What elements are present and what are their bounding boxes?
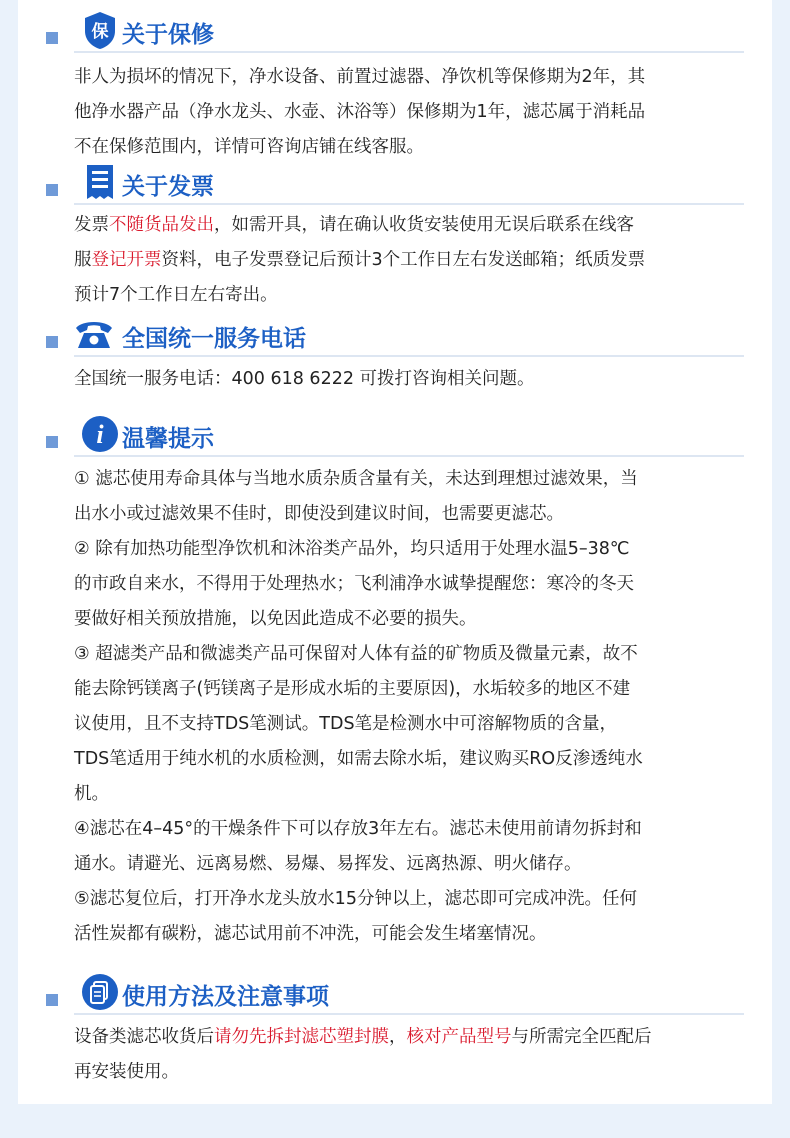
hotline-text — [74, 362, 754, 397]
section-divider — [74, 51, 744, 53]
text-line: 服登记开票资料，电子发票登记后预计3个工作日左右发送邮箱；纸质发票 — [74, 250, 646, 270]
highlight-text: 请勿先拆封滤芯塑封膜 — [214, 1027, 389, 1047]
section-title: 使用方法及注意事项 — [122, 984, 329, 1010]
section-title: 全国统一服务电话 — [122, 326, 306, 352]
warranty-header — [18, 4, 772, 52]
text-line: 发票不随货品发出，如需开具，请在确认收货安装使用无误后联系在线客 — [74, 215, 634, 235]
text-line: 非人为损坏的情况下，净水设备、前置过滤器、净饮机等保修期为2年，其 — [74, 67, 646, 87]
text-line: 的市政自来水，不得用于处理热水；飞利浦净水诚挚提醒您：寒冷的冬天 — [74, 574, 634, 594]
text-line: 不在保修范围内，详情可咨询店铺在线客服。 — [74, 137, 424, 157]
text-line: ② 除有加热功能型净饮机和沐浴类产品外，均只适用于处理水温5–38℃ — [74, 539, 630, 559]
text-line: 要做好相关预放措施，以免因此造成不必要的损失。 — [74, 609, 477, 629]
document-icon — [80, 972, 120, 1012]
content-card — [18, 0, 772, 1104]
section-title: 关于保修 — [122, 22, 214, 48]
invoice-section — [18, 156, 772, 305]
hotline-header — [18, 308, 772, 356]
svg-text:保: 保 — [91, 22, 109, 42]
receipt-icon — [80, 162, 120, 202]
section-title: 关于发票 — [122, 174, 214, 200]
text-line: ⑤滤芯复位后，打开净水龙头放水15分钟以上，滤芯即可完成冲洗。任何 — [74, 889, 637, 909]
highlight-text: 核对产品型号 — [406, 1027, 512, 1047]
text-line: 全国统一服务电话：400 618 6222 可拨打咨询相关问题。 — [74, 369, 535, 389]
section-divider — [74, 1013, 744, 1015]
text-line: 能去除钙镁离子(钙镁离子是形成水垢的主要原因)，水垢较多的地区不建 — [74, 679, 631, 699]
section-bullet — [46, 184, 58, 196]
section-divider — [74, 355, 744, 357]
text-line: TDS笔适用于纯水机的水质检测，如需去除水垢，建议购买RO反渗透纯水 — [74, 749, 643, 769]
usage-text — [74, 1020, 754, 1090]
section-bullet — [46, 32, 58, 44]
section-bullet — [46, 436, 58, 448]
tips-text — [74, 462, 754, 952]
section-divider — [74, 203, 744, 205]
warranty-text — [74, 60, 754, 165]
text-line: 机。 — [74, 784, 109, 804]
usage-header — [18, 966, 772, 1014]
warranty-section — [18, 4, 772, 157]
text-line: 预计7个工作日左右寄出。 — [74, 285, 278, 305]
tips-header — [18, 408, 772, 456]
invoice-text — [74, 208, 754, 313]
text-line: 出水小或过滤效果不佳时，即使没到建议时间，也需要更滤芯。 — [74, 504, 564, 524]
section-title: 温馨提示 — [122, 426, 214, 452]
text-line: 再安装使用。 — [74, 1062, 179, 1082]
text-line: 通水。请避光、远离易燃、易爆、易挥发、远离热源、明火储存。 — [74, 854, 582, 874]
section-divider — [74, 455, 744, 457]
usage-section — [18, 966, 772, 1082]
text-line: 活性炭都有碳粉，滤芯试用前不冲洗，可能会发生堵塞情况。 — [74, 924, 547, 944]
info-icon — [80, 414, 120, 454]
text-line: 他净水器产品（净水龙头、水壶、沐浴等）保修期为1年，滤芯属于消耗品 — [74, 102, 646, 122]
tips-section — [18, 408, 772, 944]
section-bullet — [46, 994, 58, 1006]
telephone-icon — [68, 314, 120, 354]
section-bullet — [46, 336, 58, 348]
shield-badge-icon — [80, 10, 120, 50]
svg-text:i: i — [96, 420, 104, 449]
highlight-text: 不随货品发出 — [109, 215, 214, 235]
text-line: ③ 超滤类产品和微滤类产品可保留对人体有益的矿物质及微量元素，故不 — [74, 644, 638, 664]
text-line: ④滤芯在4–45°的干燥条件下可以存放3年左右。滤芯未使用前请勿拆封和 — [74, 819, 642, 839]
highlight-text: 登记开票 — [91, 250, 162, 270]
text-line: ① 滤芯使用寿命具体与当地水质杂质含量有关，未达到理想过滤效果，当 — [74, 469, 638, 489]
text-line: 议使用，且不支持TDS笔测试。TDS笔是检测水中可溶解物质的含量， — [74, 714, 618, 734]
text-line: 设备类滤芯收货后请勿先拆封滤芯塑封膜，核对产品型号与所需完全匹配后 — [74, 1027, 652, 1047]
invoice-header — [18, 156, 772, 204]
hotline-section — [18, 308, 772, 389]
